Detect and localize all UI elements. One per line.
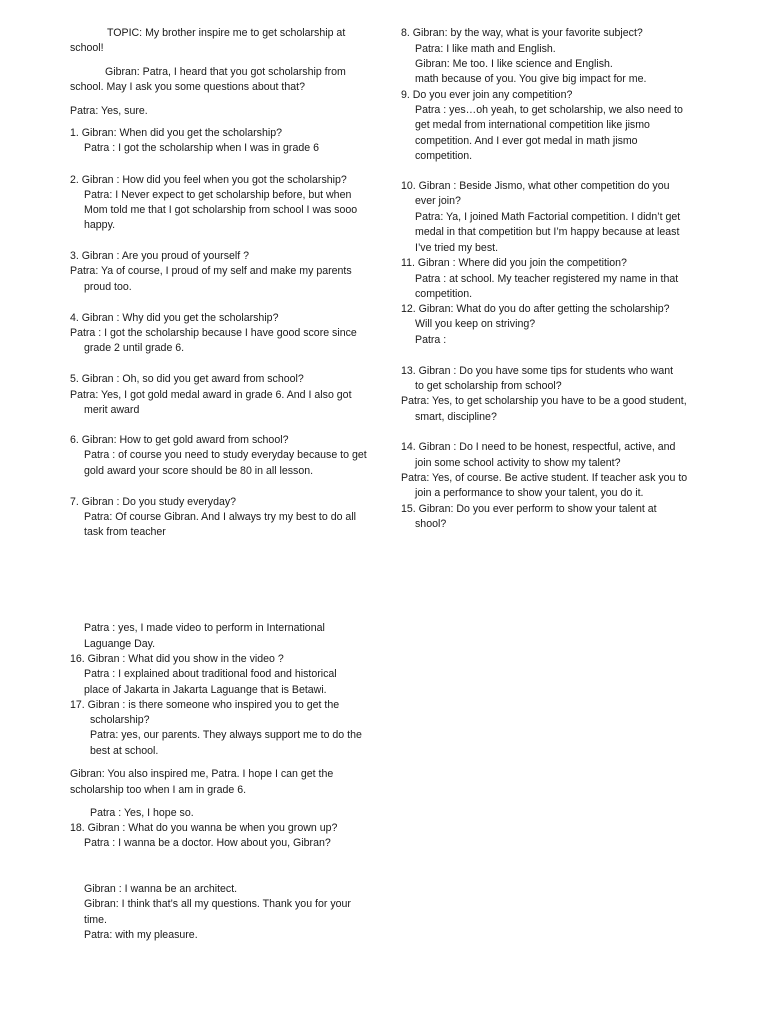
answer-line: best at school. xyxy=(90,745,159,757)
question-line: 2. Gibran : How did you feel when you got the scholarship? xyxy=(70,174,347,186)
question-line: 12. Gibran: What do you do after getting the scholarship? xyxy=(401,303,670,315)
answer-line: Patra : yes…oh yeah, to get scholarship, we also need to xyxy=(415,104,683,116)
answer-line: gold award your score should be 80 in all lesson. xyxy=(84,465,314,477)
question-line: 3. Gibran : Are you proud of yourself ? xyxy=(70,250,250,262)
question-line: 9. Do you ever join any competition? xyxy=(401,89,573,101)
answer-line: grade 2 until grade 6. xyxy=(84,342,185,354)
answer-line: proud too. xyxy=(84,281,132,293)
question-line: 14. Gibran : Do I need to be honest, respectful, active, and xyxy=(401,441,676,453)
answer-line: math because of you. You give big impact for me. xyxy=(415,73,647,85)
closing-line: Gibran : I wanna be an architect. xyxy=(84,883,238,895)
question-line: 16. Gibran : What did you show in the video ? xyxy=(70,653,284,665)
answer-line: competition. xyxy=(415,288,473,300)
answer-line: Mom told me that I got scholarship from school I was sooo xyxy=(84,204,358,216)
answer-line: competition. And I ever got medal in math jismo xyxy=(415,135,638,147)
statement-line: scholarship too when I am in grade 6. xyxy=(70,784,247,796)
topic-line: TOPIC: My brother inspire me to get scholarship at xyxy=(107,27,346,39)
question-line: Will you keep on striving? xyxy=(415,318,536,330)
answer-line: Patra: Ya, I joined Math Factorial competition. I didn’t get xyxy=(415,211,681,223)
question-line: 5. Gibran : Oh, so did you get award from school? xyxy=(70,373,304,385)
answer-line: Patra: Of course Gibran. And I always try my best to do all xyxy=(84,511,357,523)
answer-line: join a performance to show your talent, you do it. xyxy=(415,487,644,499)
question-line: 7. Gibran : Do you study everyday? xyxy=(70,496,237,508)
answer-line: Patra : I got the scholarship because I have good score since xyxy=(70,327,357,339)
answer-line: merit award xyxy=(84,404,140,416)
topic-line: school! xyxy=(70,42,104,54)
answer-line: Patra : of course you need to study everyday because to get xyxy=(84,449,367,461)
question-line: 13. Gibran : Do you have some tips for students who want xyxy=(401,365,674,377)
answer-line: Patra : I got the scholarship when I was in grade 6 xyxy=(84,142,319,154)
answer-line: Patra: Ya of course, I proud of my self and make my parents xyxy=(70,265,352,277)
answer-line: Laguange Day. xyxy=(84,638,156,650)
answer-line: Patra : at school. My teacher registered my name in that xyxy=(415,273,679,285)
answer-line: Patra: yes, our parents. They always support me to do the xyxy=(90,729,362,741)
answer-line: smart, discipline? xyxy=(415,411,497,423)
answer-line: Gibran: Me too. I like science and English. xyxy=(415,58,613,70)
question-line: 15. Gibran: Do you ever perform to show your talent at xyxy=(401,503,657,515)
question-line: ever join? xyxy=(415,195,461,207)
answer-line: Patra : yes, I made video to perform in International xyxy=(84,622,325,634)
answer-line: happy. xyxy=(84,219,116,231)
question-line: scholarship? xyxy=(90,714,150,726)
answer-line: I’ve tried my best. xyxy=(415,242,499,254)
question-line: 4. Gibran : Why did you get the scholarship? xyxy=(70,312,279,324)
intro-line: school. May I ask you some questions about that? xyxy=(70,81,305,93)
question-line: 1. Gibran: When did you get the scholarship? xyxy=(70,127,282,139)
answer-line: Patra: Yes, of course. Be active student. If teacher ask you to xyxy=(401,472,688,484)
question-line: to get scholarship from school? xyxy=(415,380,562,392)
question-line: 18. Gibran : What do you wanna be when you grown up? xyxy=(70,822,338,834)
question-line: 10. Gibran : Beside Jismo, what other competition do you xyxy=(401,180,670,192)
answer-line: task from teacher xyxy=(84,526,166,538)
question-line: 11. Gibran : Where did you join the competition? xyxy=(401,257,627,269)
question-line: 6. Gibran: How to get gold award from school? xyxy=(70,434,289,446)
answer-line: Patra: I Never expect to get scholarship before, but when xyxy=(84,189,352,201)
intro-line: Patra: Yes, sure. xyxy=(70,105,148,117)
question-line: shool? xyxy=(415,518,447,530)
answer-line: medal in that competition but I’m happy because at least xyxy=(415,226,680,238)
answer-line: get medal from international competition like jismo xyxy=(415,119,650,131)
answer-line: Patra: Yes, to get scholarship you have to be a good student, xyxy=(401,395,687,407)
answer-line: Patra : I wanna be a doctor. How about you, Gibran? xyxy=(84,837,331,849)
answer-line: Patra : Yes, I hope so. xyxy=(90,807,194,819)
answer-line: Patra: I like math and English. xyxy=(415,43,556,55)
answer-line: competition. xyxy=(415,150,473,162)
question-line: join some school activity to show my talent? xyxy=(415,457,621,469)
answer-line: Patra : I explained about traditional food and historical xyxy=(84,668,337,680)
closing-line: time. xyxy=(84,914,107,926)
closing-line: Patra: with my pleasure. xyxy=(84,929,198,941)
answer-line: Patra: Yes, I got gold medal award in grade 6. And I also got xyxy=(70,389,352,401)
closing-line: Gibran: I think that’s all my questions. Thank you for your xyxy=(84,898,351,910)
question-line: 17. Gibran : is there someone who inspired you to get the xyxy=(70,699,340,711)
question-line: 8. Gibran: by the way, what is your favorite subject? xyxy=(401,27,643,39)
intro-line: Gibran: Patra, I heard that you got scholarship from xyxy=(105,66,346,78)
answer-line: Patra : xyxy=(415,334,447,346)
answer-line: place of Jakarta in Jakarta Laguange that is Betawi. xyxy=(84,684,327,696)
statement-line: Gibran: You also inspired me, Patra. I hope I can get the xyxy=(70,768,334,780)
